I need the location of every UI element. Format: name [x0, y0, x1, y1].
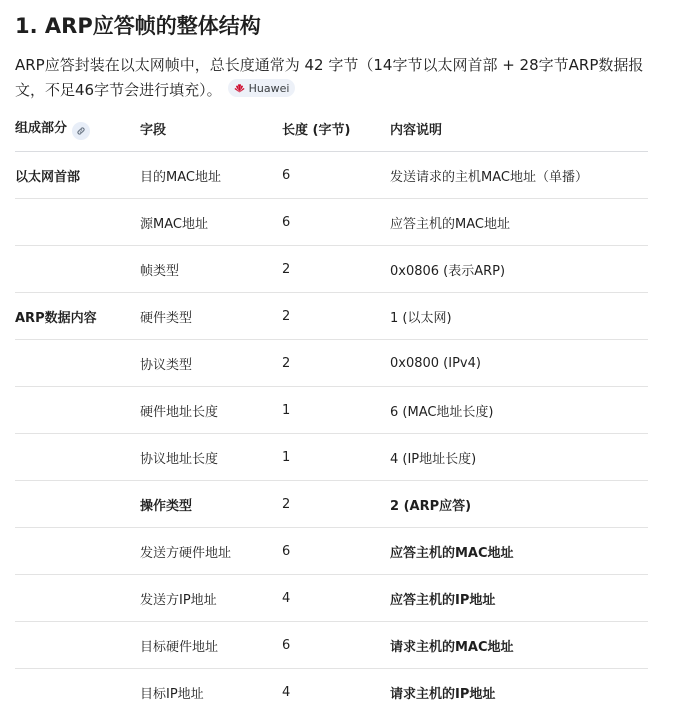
table-row — [15, 246, 648, 293]
row-desc: 4 (IP地址长度) — [390, 434, 648, 481]
table-row — [15, 152, 648, 199]
table-row — [15, 669, 648, 716]
row-desc: 2 (ARP应答) — [390, 481, 648, 528]
row-field: 发送方IP地址 — [140, 575, 282, 622]
row-length: 6 — [282, 199, 390, 246]
row-desc: 请求主机的MAC地址 — [390, 622, 648, 669]
row-group — [15, 622, 140, 669]
table-row — [15, 622, 648, 669]
link-icon[interactable] — [72, 122, 90, 140]
row-length: 1 — [282, 434, 390, 481]
row-length: 4 — [282, 575, 390, 622]
row-field: 目标IP地址 — [140, 686, 204, 702]
source-chip[interactable] — [228, 79, 296, 97]
header-desc: 内容说明 — [390, 105, 648, 152]
row-length: 6 — [282, 622, 390, 669]
arp-frame-table — [15, 105, 648, 715]
table-row — [15, 528, 648, 575]
row-desc: 0x0800 (IPv4) — [390, 340, 648, 387]
section-heading: 1. ARP应答帧的整体结构 — [15, 14, 261, 38]
table-row — [15, 481, 648, 528]
row-group: ARP数据内容 — [15, 293, 140, 340]
table-row — [15, 340, 648, 387]
row-desc: 6 (MAC地址长度) — [390, 387, 648, 434]
table-row — [15, 293, 648, 340]
row-desc: 0x0806 (表示ARP) — [390, 246, 648, 293]
row-desc: 应答主机的MAC地址 — [390, 199, 648, 246]
row-field: 发送方硬件地址 — [140, 528, 282, 575]
row-length: 1 — [282, 387, 390, 434]
row-group — [15, 199, 140, 246]
row-group — [15, 575, 140, 622]
row-group — [15, 481, 140, 528]
row-group — [15, 246, 140, 293]
header-group — [15, 105, 140, 152]
row-field: 硬件地址长度 — [140, 387, 282, 434]
row-group: 以太网首部 — [15, 152, 140, 199]
row-group — [15, 669, 140, 716]
row-desc: 发送请求的主机MAC地址（单播） — [390, 152, 648, 199]
row-field: 源MAC地址 — [140, 199, 282, 246]
header-length: 长度 (字节) — [282, 105, 390, 152]
header-group-label: 组成部分 — [15, 120, 68, 136]
row-length: 2 — [282, 293, 390, 340]
row-field: 目的MAC地址 — [140, 152, 282, 199]
table-row — [15, 434, 648, 481]
header-field: 字段 — [140, 105, 282, 152]
row-field: 硬件类型 — [140, 293, 282, 340]
row-field: 帧类型 — [140, 246, 282, 293]
huawei-logo-icon — [234, 83, 245, 93]
table-header-row — [15, 105, 648, 152]
row-desc: 应答主机的MAC地址 — [390, 528, 648, 575]
table-row — [15, 199, 648, 246]
intro-text: ARP应答封装在以太网帧中，总长度通常为 42 字节（14字节以太网首部 + 28字节ARP数据报文，不足46字节会进行填充）。 — [15, 56, 644, 99]
row-desc: 1 (以太网) — [390, 293, 648, 340]
intro-paragraph — [15, 53, 655, 103]
row-field: 协议类型 — [140, 340, 282, 387]
row-length: 4 — [282, 684, 291, 700]
row-group — [15, 340, 140, 387]
row-desc: 请求主机的IP地址 — [390, 686, 496, 702]
row-length: 2 — [282, 246, 390, 293]
row-length: 2 — [282, 481, 390, 528]
row-length: 6 — [282, 152, 390, 199]
source-chip-label: Huawei — [248, 81, 290, 95]
row-length: 6 — [282, 528, 390, 575]
row-field: 目标硬件地址 — [140, 622, 282, 669]
table-row — [15, 575, 648, 622]
row-group — [15, 434, 140, 481]
row-field: 协议地址长度 — [140, 434, 282, 481]
row-group — [15, 528, 140, 575]
row-length: 2 — [282, 340, 390, 387]
row-field: 操作类型 — [140, 481, 282, 528]
row-desc: 应答主机的IP地址 — [390, 575, 648, 622]
row-group — [15, 387, 140, 434]
table-row — [15, 387, 648, 434]
